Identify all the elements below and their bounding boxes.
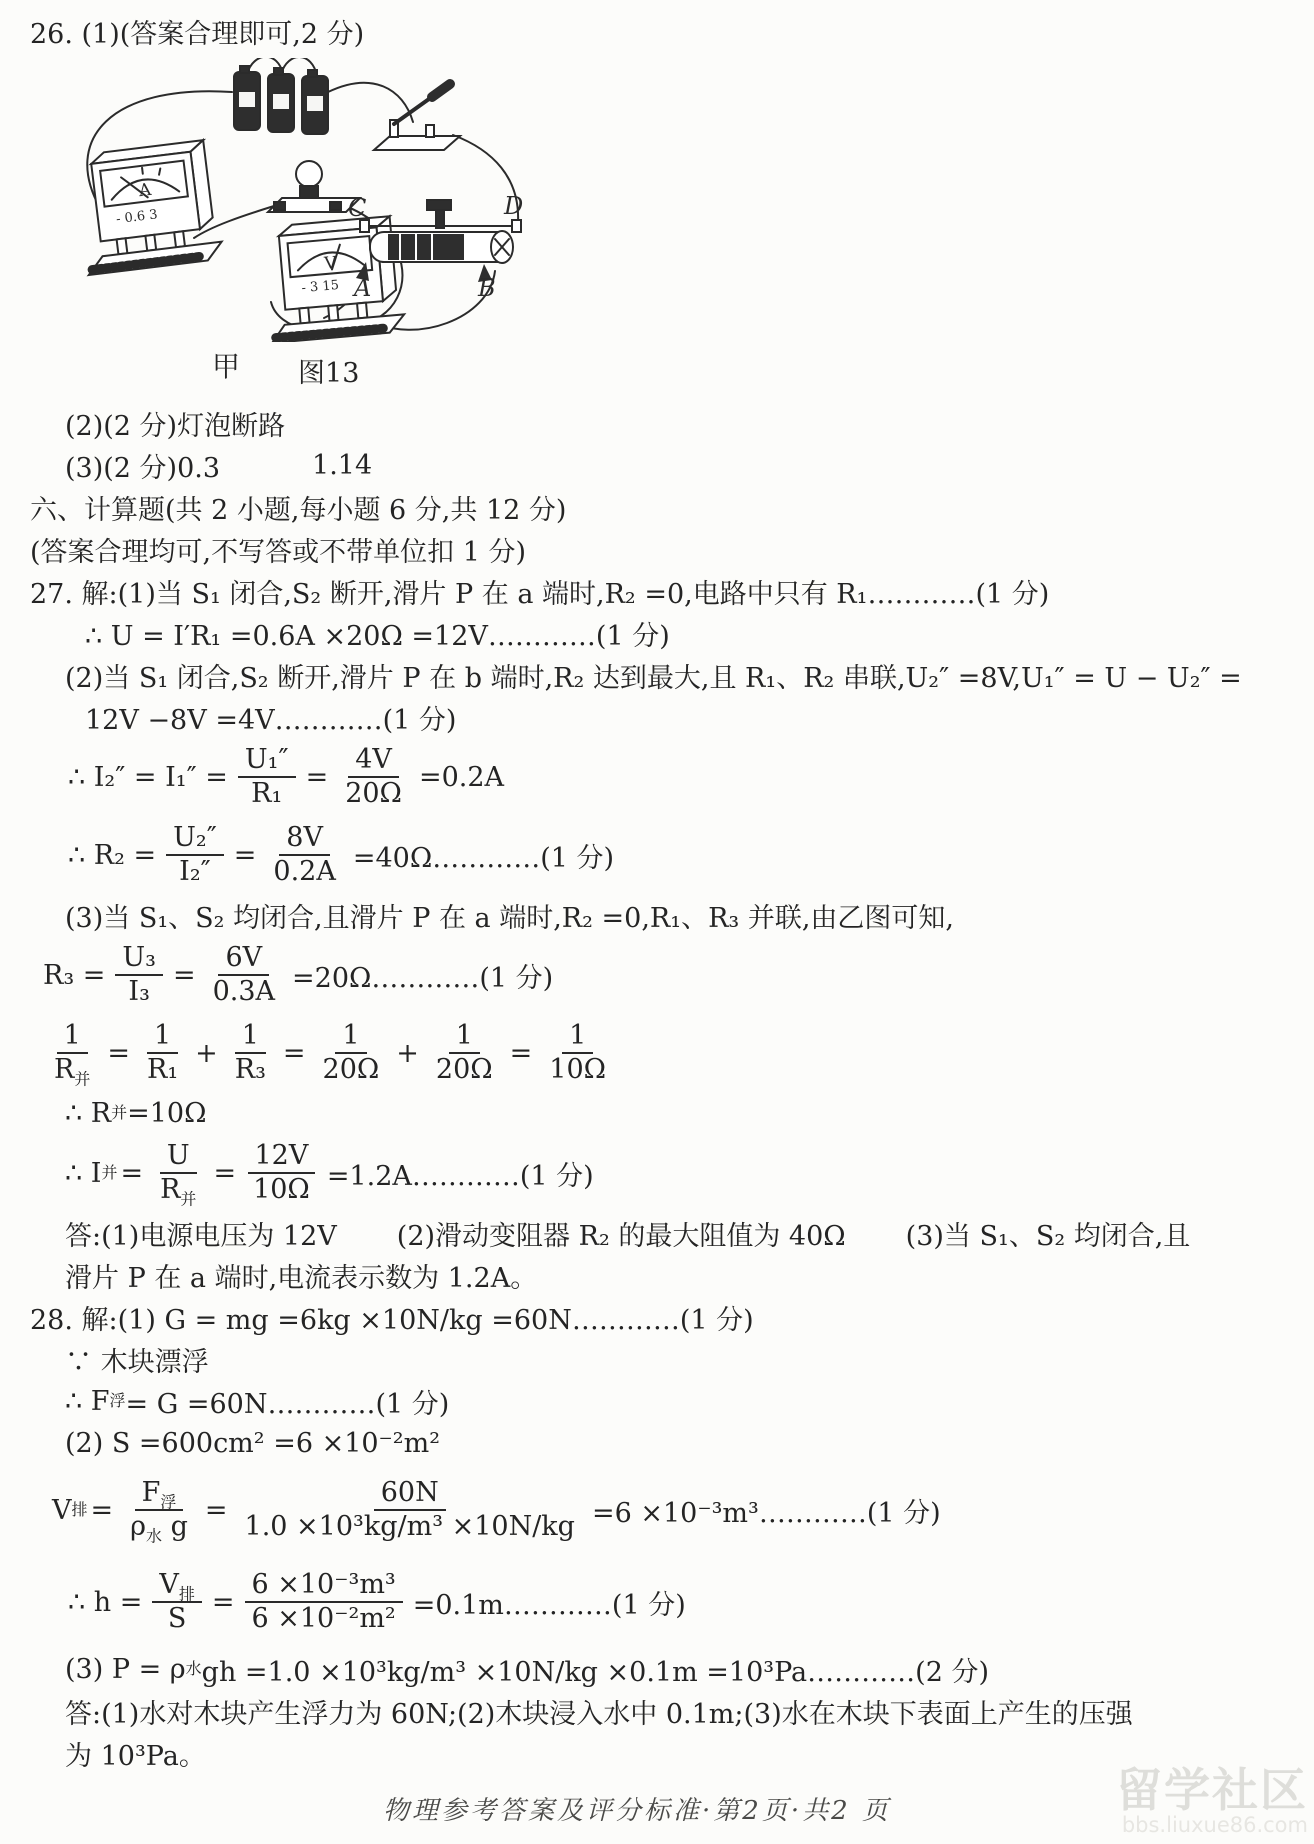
q27-step5: (3)当 S₁、S₂ 均闭合,且滑片 P 在 a 端时,R₂ =0,R₁、R₃ 并联,由乙图可知, [65,902,954,934]
q27-answer-part3: (3)当 S₁、S₂ 均闭合,且 [905,1220,1191,1252]
fraction: $\frac{1}{\text{R₃}}$ [234,1019,266,1085]
q27-step6: ∴ R 并 =10Ω [65,1097,207,1129]
fraction: $\frac{\text{U₂″}}{\text{I₂″}}$ [166,822,224,889]
figure-caption-row [212,346,1314,389]
rheostat-terminal-a-label: A [354,274,372,302]
fraction: $\frac{1}{10\Omega}$ [549,1019,607,1085]
rheostat-terminal-d-label: D [504,192,524,220]
fraction: $\frac{60N}{\text{1.0 ×10³kg/m³ ×10N/kg}}$ [244,1476,575,1542]
q27-step4: 12V −8V =4V…………(1 分) [85,704,457,736]
watermark [1116,1762,1308,1837]
ammeter-scale-label: - 0.6 3 [115,207,159,228]
switch-icon [374,84,460,150]
rheostat-terminal-c-label: C [348,194,367,222]
q28-formula-h: ∴ h = $V_排$ S = $\frac{\text{6 ×10⁻³m³}}{\text{6 ×10⁻²m²}}$ =0.1m…………(1 分) [68,1568,686,1634]
fraction: $\frac{1}{20\Omega}$ [435,1019,493,1085]
q28-step1: 28. 解:(1) G = mg =6kg ×10N/kg =60N…………(1 分) [30,1304,754,1336]
q27-formula-i2: ∴ I₂″ = I₁″ = $\frac{\text{U₁″}}{\text{R₁}}$ = $\frac{4V}{20\Omega}$ =0.2A [68,743,505,809]
lamp-icon [268,161,360,212]
q26-item3-value2: 1.14 [312,449,373,481]
watermark-site-name: 留学社区 [1116,1762,1308,1817]
fraction: 1 $R_并$ [54,1019,91,1089]
q28-step5: (3) P = ρ 水 gh =1.0 ×10³kg/m³ ×10N/kg ×0.1m =10³Pa…………(2 分) [65,1653,989,1688]
q27-formula-iparallel: ∴ I 并 = U $R_并$ = $\frac{12V}{10\Omega}$ =1.2A…………(1 分) [65,1139,594,1209]
q28-step4: (2) S =600cm² =6 ×10⁻²m² [65,1427,441,1459]
q27-formula-parallel: 1 $R_并$ = $\frac{1}{\text{R₁}}$ + $\frac{1}{\text{R₃}}$ = $\frac{1}{20\Omega}$ + $\frac{1}{20\Omega}$ = $\frac{1}{10\Omega}$ [40,1014,1314,1092]
fraction: $\frac{12V}{10\Omega}$ [246,1140,317,1207]
q26-title: 26. (1)(答案合理即可,2 分) [30,18,365,50]
q28-step2: ∵ 木块漂浮 [65,1346,209,1378]
q26-item3 [65,444,1314,486]
fraction: $\frac{4V}{20\Omega}$ [345,743,402,809]
q27-step2: ∴ U = I′R₁ =0.6A ×20Ω =12V…………(1 分) [85,620,670,652]
q28-answer-line2: 为 10³Pa。 [65,1740,206,1772]
fraction: $V_排$ S [152,1569,202,1636]
q28-formula-vpai: V 排 = $F_浮$ $\rho_水$ g = $\frac{60N}{\text{1.0 ×10³kg/m³ ×10N/kg}}$ =6 ×10⁻³m³…………(1 分) [52,1476,941,1546]
q26-item3-value1: (3)(2 分)0.3 [65,452,221,484]
q27-answer-part2: (2)滑动变阻器 R₂ 的最大阻值为 40Ω [396,1220,846,1252]
circuit-diagram-figure13 [72,58,554,342]
fraction: $\frac{\text{6 ×10⁻³m³}}{\text{6 ×10⁻²m²}}$ [245,1569,403,1636]
fraction: $\frac{\text{U₁″}}{\text{R₁}}$ [238,744,296,811]
ammeter-icon [74,139,224,275]
q28-answer-line1: 答:(1)水对木块产生浮力为 60N;(2)木块浸入水中 0.1m;(3)水在木块下表面上产生的压强 [65,1698,1133,1730]
fraction: $\frac{1}{\text{R₁}}$ [146,1019,179,1085]
fraction: U $R_并$ [160,1139,197,1209]
page-footer: 物理参考答案及评分标准·第2页·共2 页 [383,1796,891,1826]
voltmeter-scale-label: - 3 15 [300,277,340,297]
fraction: $\frac{\text{U₃}}{\text{I₃}}$ [115,942,163,1009]
q27-step3: (2)当 S₁ 闭合,S₂ 断开,滑片 P 在 b 端时,R₂ 达到最大,且 R₁、R₂ 串联,U₂″ =8V,U₁″ = U − U₂″ = [65,662,1242,694]
fraction: $F_浮$ $\rho_水$ g [130,1476,188,1546]
q27-answer-line1 [65,1212,1314,1254]
fraction: $\frac{6V}{0.3A}$ [212,941,276,1007]
figure-label-jia: 甲 [212,350,241,383]
watermark-site-url: bbs.liuxue86.com [1121,1812,1308,1837]
section6-heading: 六、计算题(共 2 小题,每小题 6 分,共 12 分) [30,494,567,526]
fraction: $\frac{1}{20\Omega}$ [322,1019,380,1085]
section6-note: (答案合理均可,不写答或不带单位扣 1 分) [30,536,526,568]
ammeter-letter: A [137,179,153,202]
q27-formula-r3: R₃ = $\frac{\text{U₃}}{\text{I₃}}$ = $\frac{6V}{0.3A}$ =20Ω…………(1 分) [43,941,554,1007]
voltmeter-letter: V [323,253,338,275]
q27-formula-r2: ∴ R₂ = $\frac{\text{U₂″}}{\text{I₂″}}$ = $\frac{8V}{0.2A}$ =40Ω…………(1 分) [68,821,615,887]
q27-step1: 27. 解:(1)当 S₁ 闭合,S₂ 断开,滑片 P 在 a 端时,R₂ =0,电路中只有 R₁…………(1 分) [30,578,1050,610]
rheostat-terminal-b-label: B [478,274,496,302]
page-content [0,10,1314,1836]
battery-icon [234,66,328,134]
figure-caption: 图13 [298,357,360,389]
q27-answer-part1: 答:(1)电源电压为 12V [65,1220,337,1252]
q27-answer-line2: 滑片 P 在 a 端时,电流表示数为 1.2A。 [65,1262,538,1294]
fraction: $\frac{8V}{0.2A}$ [273,821,336,887]
q26-item2: (2)(2 分)灯泡断路 [65,410,286,442]
q28-step3: ∴ F 浮 = G =60N…………(1 分) [65,1385,450,1420]
